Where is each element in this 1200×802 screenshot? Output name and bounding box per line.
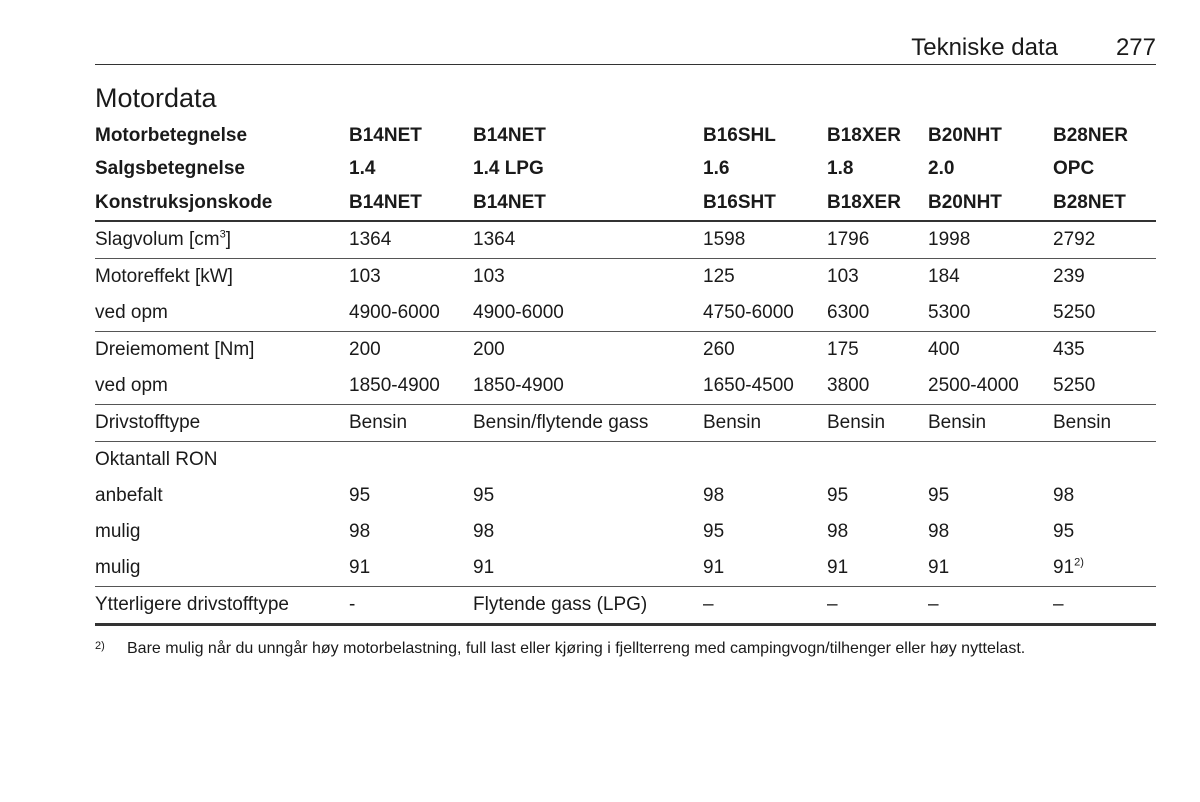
row-label: Konstruksjonskode [95, 186, 349, 221]
table-row [95, 258, 1156, 295]
table-cell: 1850-4900 [349, 368, 473, 405]
table-cell: 95 [928, 484, 950, 506]
row-label: Motorbetegnelse [95, 124, 248, 146]
row-label [95, 221, 349, 259]
row-label: ved opm [95, 295, 349, 332]
table-cell: B20NHT [928, 186, 1053, 221]
table-cell: OPC [1053, 158, 1095, 180]
table-cell: Bensin/flytende gass [473, 404, 703, 441]
table-cell: 175 [827, 338, 859, 360]
table-header-row [95, 119, 1156, 153]
table-cell: 6300 [827, 295, 928, 332]
table-cell: 200 [473, 338, 505, 360]
table-cell [473, 441, 703, 478]
table-cell: 1998 [928, 221, 1053, 259]
table-cell: 184 [928, 265, 960, 287]
table-cell [349, 441, 473, 478]
footnote [95, 640, 1025, 658]
table-cell: Bensin [827, 404, 928, 441]
table-cell: B14NET [473, 124, 546, 146]
running-header [95, 30, 1156, 65]
table-row [95, 550, 1156, 587]
table-cell: 1.4 [349, 158, 376, 180]
table-cell: B14NET [473, 186, 703, 221]
footnote-text: Bare mulig når du unngår høy motorbelastning, full last eller kjøring i fjellterreng med campingvogn/tilhenger eller høy nyttelast. [127, 640, 1026, 657]
table-cell [928, 441, 1053, 478]
table-cell: 5250 [1053, 368, 1156, 405]
table-row [95, 586, 1156, 624]
table-cell [1053, 441, 1156, 478]
row-label: Drivstofftype [95, 404, 349, 441]
footnote-ref: 2) [1074, 556, 1084, 569]
table-cell: 4750-6000 [703, 295, 827, 332]
table-cell: 95 [473, 484, 495, 506]
table-row [95, 478, 1156, 514]
table-cell: 3800 [827, 368, 928, 405]
table-header-row [95, 153, 1156, 187]
table-cell: 91 [827, 550, 928, 587]
row-label: Dreiemoment [Nm] [95, 338, 255, 360]
row-label: Motoreffekt [kW] [95, 265, 233, 287]
table-cell: 98 [928, 520, 950, 542]
table-cell: B14NET [349, 186, 473, 221]
table-cell [827, 441, 928, 478]
table-cell: 98 [349, 520, 371, 542]
table-cell: B20NHT [928, 124, 1002, 146]
table-cell: – [827, 586, 928, 624]
table-cell: 5300 [928, 295, 1053, 332]
table-cell: 1796 [827, 221, 928, 259]
table-cell: 98 [1053, 484, 1075, 506]
table-cell: 239 [1053, 265, 1085, 287]
row-label: mulig [95, 520, 141, 542]
table-cell: 95 [349, 484, 371, 506]
row-label-text: Slagvolum [cm [95, 228, 220, 250]
table-cell [703, 441, 827, 478]
row-label: Salgsbetegnelse [95, 158, 245, 180]
table-cell: 103 [827, 265, 859, 287]
page-number: 277 [1115, 34, 1156, 61]
table-cell: 98 [827, 520, 849, 542]
footnote-mark: 2) [95, 640, 105, 652]
table-row [95, 368, 1156, 405]
table-cell: 1364 [349, 221, 473, 259]
table-cell: B16SHL [703, 124, 776, 146]
row-label-suffix: ] [225, 228, 232, 250]
superscript: 3 [219, 228, 226, 241]
table-cell: 91 [349, 550, 473, 587]
table-cell: 400 [928, 338, 960, 360]
table-cell: B18XER [827, 186, 928, 221]
table-cell: B16SHT [703, 186, 827, 221]
table-cell: 95 [827, 484, 849, 506]
table-cell: 2.0 [928, 158, 955, 180]
table-row [95, 404, 1156, 441]
table-cell: – [928, 586, 1053, 624]
table-cell: Flytende gass (LPG) [473, 586, 703, 624]
table-cell: 200 [349, 338, 381, 360]
table-header-row [95, 186, 1156, 221]
table-cell: Bensin [928, 404, 1053, 441]
table-cell: 125 [703, 265, 735, 287]
table-cell: 4900-6000 [473, 295, 703, 332]
table-cell: 1650-4500 [703, 368, 827, 405]
table-cell: B28NET [1053, 186, 1156, 221]
table-cell: 260 [703, 338, 735, 360]
table-cell: 2792 [1053, 221, 1156, 259]
row-label: anbefalt [95, 484, 163, 506]
row-label: Oktantall RON [95, 448, 218, 470]
table-row [95, 295, 1156, 332]
table-row [95, 514, 1156, 550]
table-cell [1053, 550, 1156, 587]
table-cell: 103 [473, 265, 505, 287]
table-cell: 98 [703, 484, 725, 506]
table-cell: 1.6 [703, 158, 730, 180]
table-cell: B18XER [827, 124, 901, 146]
table-cell: 103 [349, 265, 381, 287]
table-cell: 91 [473, 550, 703, 587]
row-label: Ytterligere drivstofftype [95, 586, 349, 624]
table-cell: 2500-4000 [928, 368, 1053, 405]
table-cell: – [703, 586, 827, 624]
table-cell: Bensin [349, 404, 473, 441]
table-cell: 91 [928, 550, 1053, 587]
table-cell: B14NET [349, 124, 422, 146]
row-label: ved opm [95, 368, 349, 405]
table-cell: – [1053, 586, 1156, 624]
table-cell: 1598 [703, 221, 827, 259]
table-cell: 1.4 LPG [473, 158, 544, 180]
section-title: Motordata [95, 83, 217, 113]
table-cell: 98 [473, 520, 495, 542]
table-cell: B28NER [1053, 124, 1128, 146]
table-cell: 91 [703, 550, 827, 587]
table-row [95, 441, 1156, 478]
table-cell: - [349, 586, 473, 624]
table-cell: 1850-4900 [473, 368, 703, 405]
cell-value: 91 [1053, 556, 1075, 578]
table-cell: Bensin [1053, 404, 1156, 441]
row-label: mulig [95, 550, 349, 587]
table-cell: 1364 [473, 221, 703, 259]
table-cell: 5250 [1053, 295, 1156, 332]
table-cell: Bensin [703, 404, 827, 441]
header-section-title: Tekniske data [911, 34, 1058, 61]
table-cell: 95 [703, 520, 725, 542]
table-cell: 95 [1053, 520, 1075, 542]
table-row [95, 331, 1156, 368]
table-cell: 1.8 [827, 158, 854, 180]
table-cell: 435 [1053, 338, 1085, 360]
engine-data-table [95, 119, 1156, 626]
table-row [95, 221, 1156, 259]
table-cell: 4900-6000 [349, 295, 473, 332]
